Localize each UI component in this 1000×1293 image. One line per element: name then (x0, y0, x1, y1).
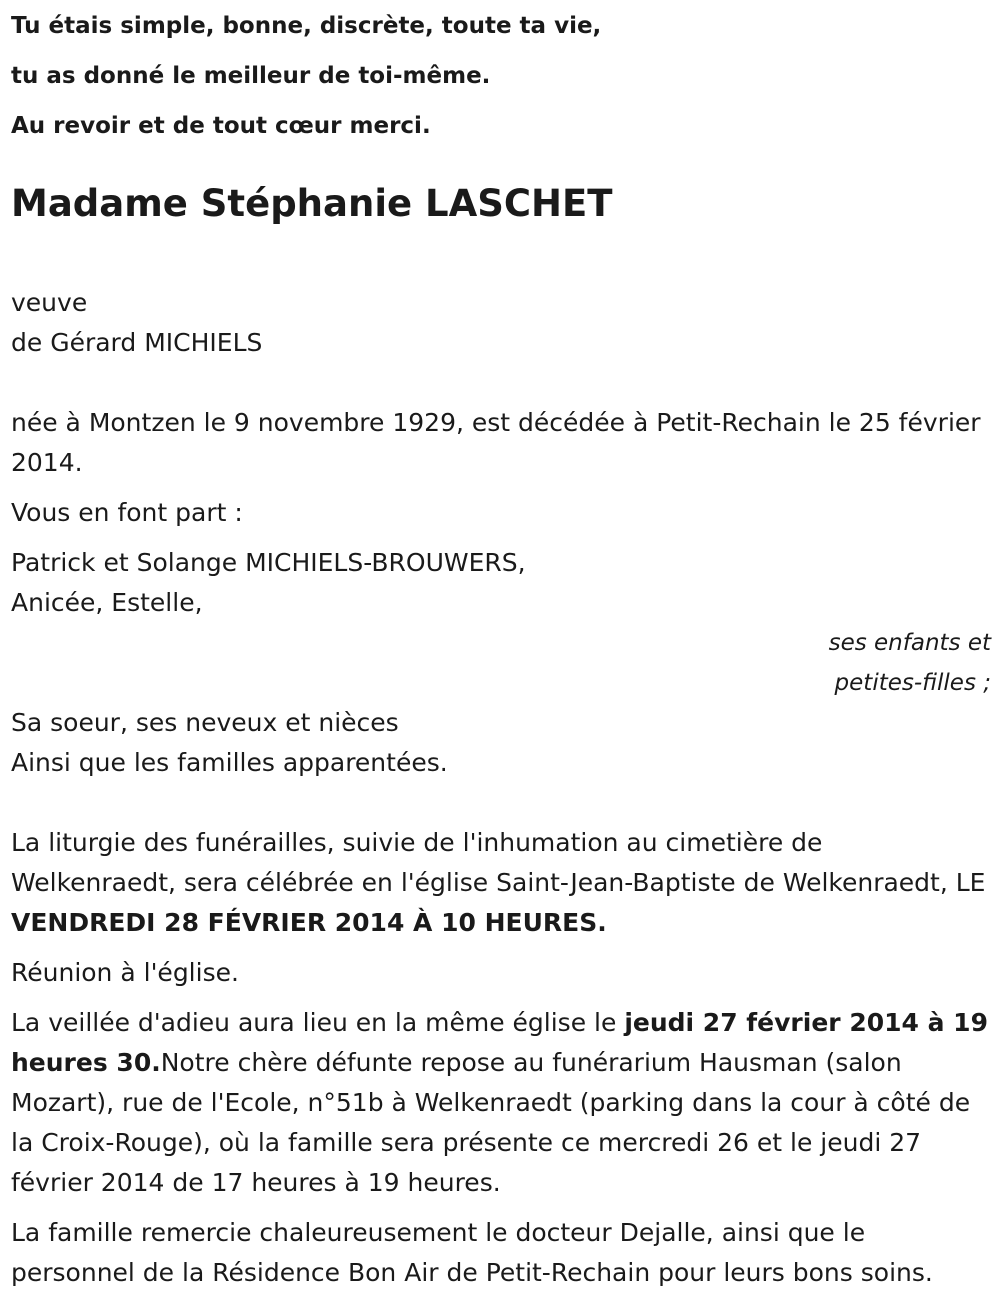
vigil-details: Notre chère défunte repose au funérarium Hausman (salon Mozart), rue de l'Ecole, n°51b à Welkenraedt (parking dans la cour à côté de la Croix-Rouge), où la famille sera présente ce mercredi 26 et le jeudi 27 février 2014 de 17 heures à 19 heures. (11, 1048, 971, 1197)
funeral-text (11, 823, 991, 943)
family-grandchildren: Anicée, Estelle, (11, 588, 203, 617)
family-relation: petites-filles ; (834, 670, 991, 696)
verse-line: Au revoir et de tout cœur merci. (11, 113, 431, 139)
funeral-description: La liturgie des funérailles, suivie de l'inhumation au cimetière de Welkenraedt, sera célébrée en l'église Saint-Jean-Baptiste de Welkenraedt, LE (11, 828, 986, 897)
announcement-intro: Vous en font part : (11, 498, 243, 527)
widow-label: veuve (11, 288, 88, 317)
verse-block (11, 1, 991, 151)
family-relation: ses enfants et (828, 630, 991, 656)
birth-death-text: née à Montzen le 9 novembre 1929, est décédée à Petit-Rechain le 25 février 2014. (11, 408, 981, 477)
verse-line: Tu étais simple, bonne, discrète, toute ta vie, (11, 13, 602, 39)
deceased-name: Madame Stéphanie LASCHET (11, 182, 613, 225)
family-block (11, 543, 991, 783)
vigil-text (11, 1003, 991, 1203)
widow-of-block (11, 283, 991, 363)
obituary-notice (11, 0, 991, 1293)
family-siblings: Sa soeur, ses neveux et nièces (11, 708, 399, 737)
vigil-intro: La veillée d'adieu aura lieu en la même église le (11, 1008, 625, 1037)
meeting-text: Réunion à l'église. (11, 958, 239, 987)
family-relatives: Ainsi que les familles apparentées. (11, 748, 448, 777)
vigil-date: jeudi 27 février 2014 à 19 heures 30. (11, 1008, 988, 1077)
thanks-text: La famille remercie chaleureusement le docteur Dejalle, ainsi que le personnel de la Résidence Bon Air de Petit-Rechain pour leurs bons soins. (11, 1218, 933, 1287)
spouse-name: de Gérard MICHIELS (11, 328, 263, 357)
family-children: Patrick et Solange MICHIELS-BROUWERS, (11, 548, 526, 577)
funeral-date: VENDREDI 28 FÉVRIER 2014 À 10 HEURES. (11, 908, 607, 937)
verse-line: tu as donné le meilleur de toi-même. (11, 63, 491, 89)
